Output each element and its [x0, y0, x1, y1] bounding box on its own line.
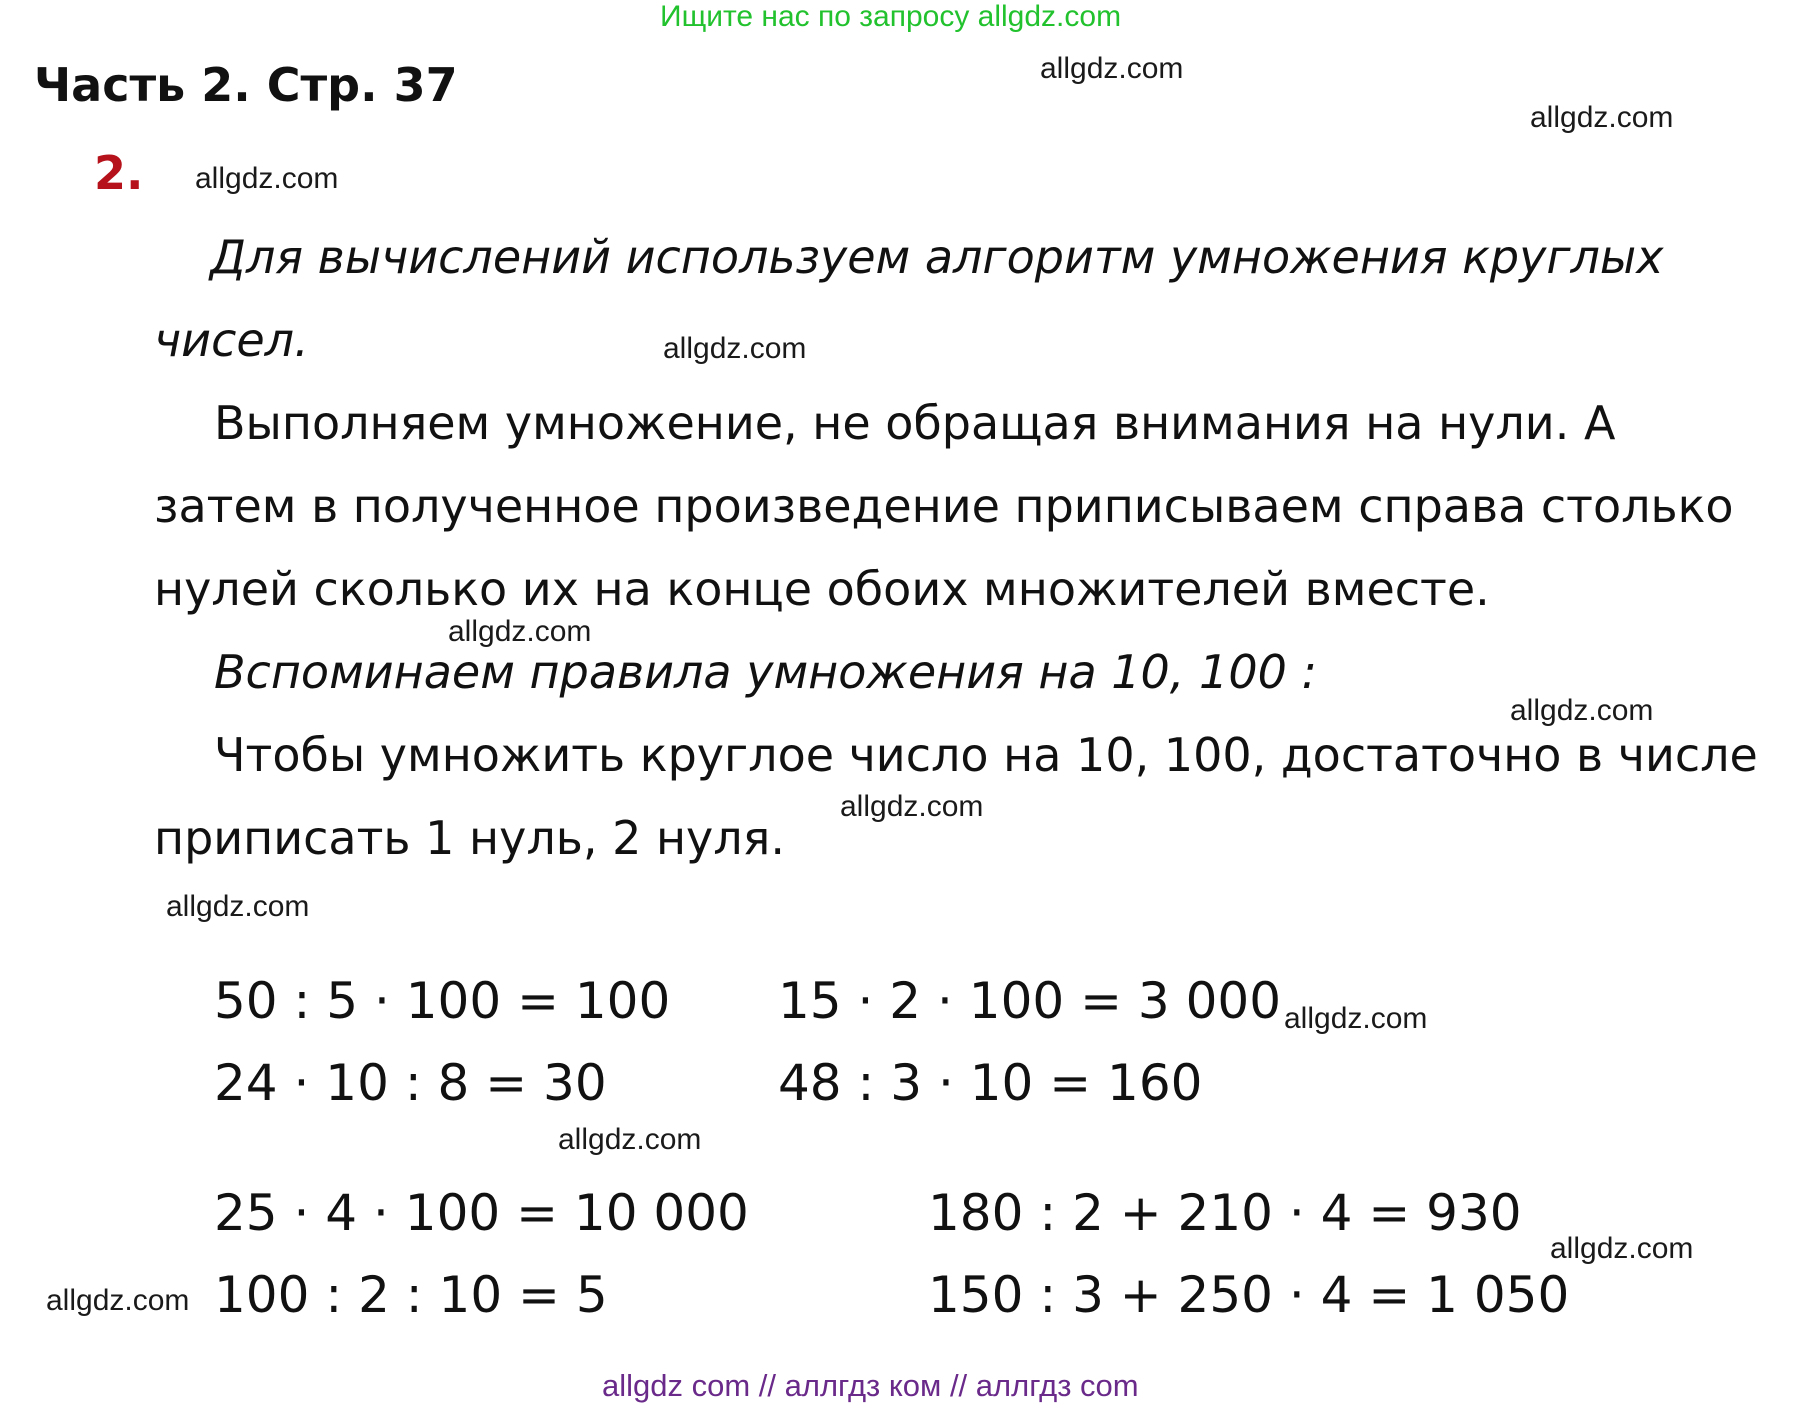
paragraph-line: затем в полученное произведение приписываем справа столько	[154, 479, 1734, 533]
watermark: allgdz.com	[1530, 101, 1674, 134]
paragraph-line: чисел.	[154, 313, 309, 367]
watermark: allgdz.com	[558, 1123, 702, 1156]
paragraph-line: Для вычислений используем алгоритм умножения круглых	[210, 230, 1664, 284]
watermark: allgdz.com	[195, 162, 339, 195]
watermark: allgdz.com	[1510, 694, 1654, 727]
equation: 24 · 10 : 8 = 30	[214, 1054, 607, 1112]
watermark: allgdz.com	[1550, 1232, 1694, 1265]
equation: 25 · 4 · 100 = 10 000	[214, 1184, 749, 1242]
equation: 150 : 3 + 250 · 4 = 1 050	[928, 1266, 1570, 1324]
paragraph-line: Выполняем умножение, не обращая внимания на нули. А	[214, 396, 1616, 450]
watermark: allgdz.com	[448, 615, 592, 648]
paragraph-line: приписать 1 нуль, 2 нуля.	[154, 811, 785, 865]
watermark: allgdz.com	[166, 890, 310, 923]
watermark: allgdz.com	[663, 332, 807, 365]
equation: 15 · 2 · 100 = 3 000	[778, 972, 1282, 1030]
equation: 48 : 3 · 10 = 160	[778, 1054, 1203, 1112]
equation: 50 : 5 · 100 = 100	[214, 972, 671, 1030]
top-banner[interactable]: Ищите нас по запросу allgdz.com	[660, 0, 1122, 33]
watermark: allgdz.com	[1284, 1002, 1428, 1035]
footer-links[interactable]: allgdz com // аллгдз ком // аллгдз com	[602, 1368, 1139, 1403]
paragraph-line: Чтобы умножить круглое число на 10, 100, достаточно в числе	[214, 728, 1758, 782]
watermark: allgdz.com	[46, 1284, 190, 1317]
equation: 180 : 2 + 210 · 4 = 930	[928, 1184, 1522, 1242]
equation: 100 : 2 : 10 = 5	[214, 1266, 608, 1324]
paragraph-line: нулей сколько их на конце обоих множителей вместе.	[154, 562, 1490, 616]
page-title: Часть 2. Стр. 37	[34, 58, 458, 112]
watermark: allgdz.com	[840, 790, 984, 823]
paragraph-line: Вспоминаем правила умножения на 10, 100 :	[214, 645, 1317, 699]
task-number: 2.	[94, 146, 144, 200]
watermark: allgdz.com	[1040, 52, 1184, 85]
